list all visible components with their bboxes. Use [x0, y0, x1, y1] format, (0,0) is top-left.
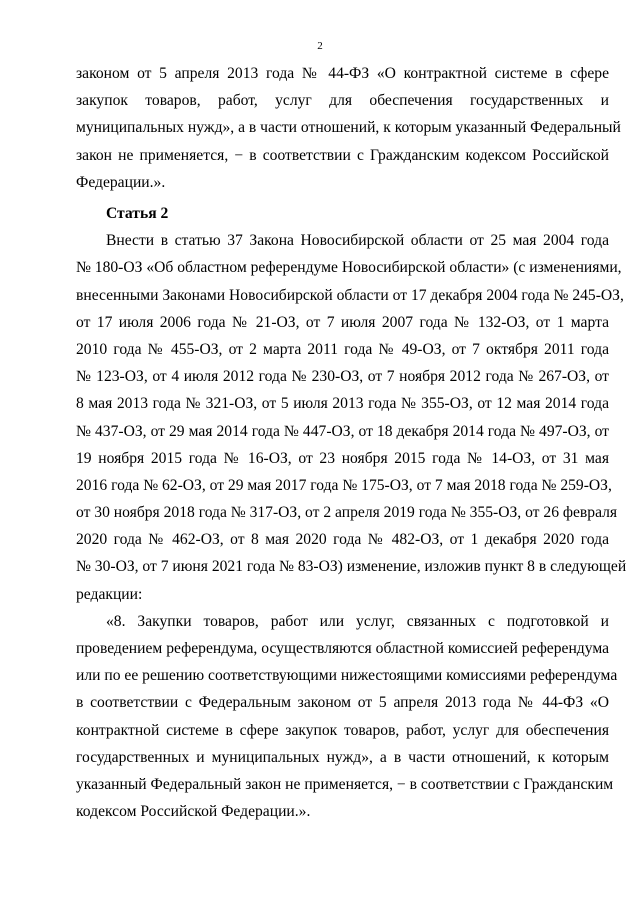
text-line: кодексом Российской Федерации.». [76, 803, 311, 821]
text-line: 2016 года № 62-ОЗ, от 29 мая 2017 года № 175-ОЗ, от 7 мая 2018 года № 259-ОЗ, [76, 476, 612, 494]
text-line: в соответствии с Федеральным законом от 5 апреля 2013 года № 44-ФЗ «О [76, 694, 609, 712]
text-line: от 30 ноября 2018 года № 317-ОЗ, от 2 апреля 2019 года № 355-ОЗ, от 26 февраля [76, 504, 618, 522]
text-line: «8. Закупки товаров, работ или услуг, связанных с подготовкой и [106, 612, 609, 630]
text-line: Федерации.». [76, 173, 166, 191]
text-line: законом от 5 апреля 2013 года № 44-ФЗ «О контрактной системе в сфере [76, 65, 609, 82]
text-line: № 30-ОЗ, от 7 июня 2021 года № 83-ОЗ) изменение, изложив пункт 8 в следующей [76, 558, 627, 576]
text-line: 2020 года № 462-ОЗ, от 8 мая 2020 года № 482-ОЗ, от 1 декабря 2020 года [76, 531, 609, 549]
text-line: или по ее решению соответствующими нижестоящими комиссиями референдума [76, 667, 618, 685]
text-line: № 123-ОЗ, от 4 июля 2012 года № 230-ОЗ, от 7 ноября 2012 года № 267-ОЗ, от [76, 368, 609, 386]
text-line: 8 мая 2013 года № 321-ОЗ, от 5 июля 2013 года № 355-ОЗ, от 12 мая 2014 года [76, 395, 609, 413]
text-line: Внести в статью 37 Закона Новосибирской области от 25 мая 2004 года [106, 232, 609, 250]
text-line: государственных и муниципальных нужд», а в части отношений, к которым [76, 748, 609, 766]
text-line: указанный Федеральный закон не применяется, − в соответствии с Гражданским [76, 775, 614, 793]
text-line: 2010 года № 455-ОЗ, от 2 марта 2011 года № 49-ОЗ, от 7 октября 2011 года [76, 340, 609, 358]
text-line: № 437-ОЗ, от 29 мая 2014 года № 447-ОЗ, от 18 декабря 2014 года № 497-ОЗ, от [76, 422, 609, 440]
article-heading: Статья 2 [106, 205, 169, 222]
text-line: внесенными Законами Новосибирской области от 17 декабря 2004 года № 245-ОЗ, [76, 286, 624, 304]
text-line: № 180-ОЗ «Об областном референдуме Новосибирской области» (с изменениями, [76, 259, 622, 277]
text-line: муниципальных нужд», а в части отношений, к которым указанный Федеральный [76, 119, 621, 137]
text-line: контрактной системе в сфере закупок товаров, работ, услуг для обеспечения [76, 721, 609, 739]
top-paragraph [76, 60, 621, 196]
text-line: редакции: [76, 585, 143, 603]
article-2 [76, 200, 627, 825]
text-line: 19 ноября 2015 года № 16-ОЗ, от 23 ноября 2015 года № 14-ОЗ, от 31 мая [76, 449, 609, 467]
text-line: закупок товаров, работ, услуг для обеспечения государственных и [76, 92, 609, 110]
text-line: проведением референдума, осуществляются областной комиссией референдума [76, 640, 609, 657]
text-line: от 17 июля 2006 года № 21-ОЗ, от 7 июля 2007 года № 132-ОЗ, от 1 марта [76, 313, 609, 331]
page-number: 2 [317, 40, 323, 52]
text-line: закон не применяется, − в соответствии с Гражданским кодексом Российской [76, 146, 609, 164]
